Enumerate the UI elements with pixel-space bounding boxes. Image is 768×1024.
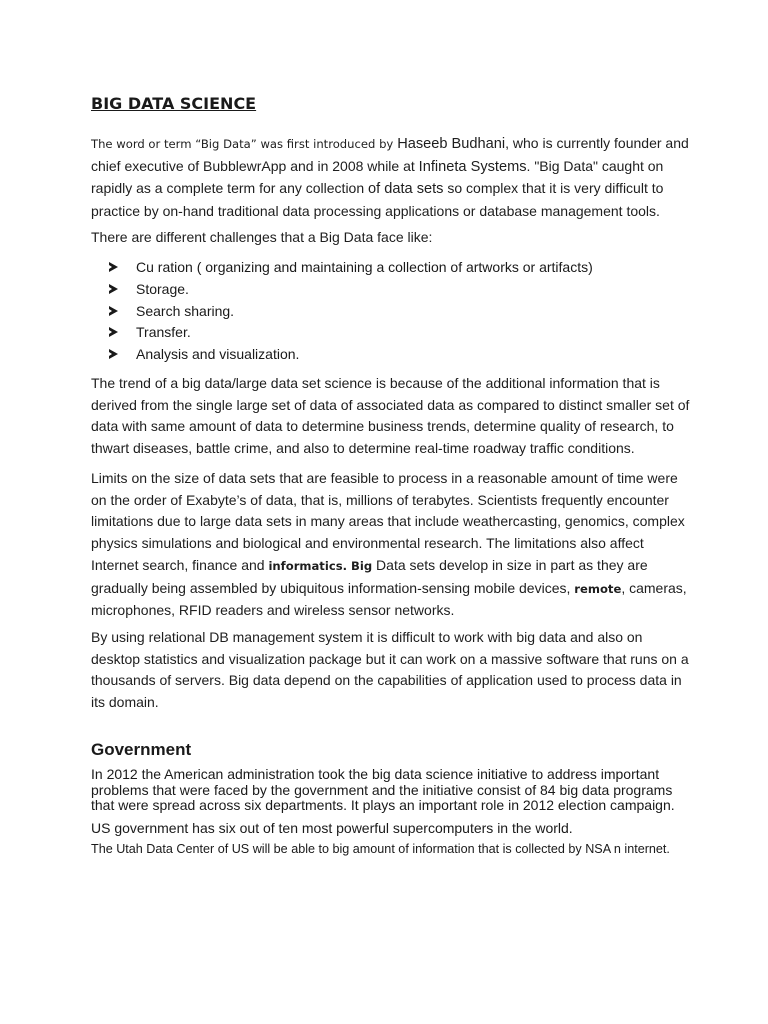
arrow-bullet-icon: [109, 306, 118, 316]
section-heading-government: Government: [91, 740, 192, 759]
intro-datasets: of data sets: [368, 181, 444, 198]
arrow-bullet-icon: [109, 284, 118, 294]
intro-company: Infineta Systems: [418, 158, 527, 175]
list-item: Search sharing.: [109, 301, 593, 323]
challenges-intro: There are different challenges that a Big Data face like:: [91, 229, 433, 245]
intro-paragraph: The word or term “Big Data” was first introduced by Haseeb Budhani, who is currently founder and chief executive of BubblewrApp and in 2008 while at Infineta Systems. "Big Data" caught on rapidly as a complete term for any collection of data sets so complex that it is very difficult to practice by on-hand traditional data processing applications or database management tools.: [91, 135, 689, 220]
intro-lead: The word or term “Big Data” was first introduced by: [91, 137, 394, 151]
list-item: Transfer.: [109, 322, 593, 344]
government-paragraph-1: In 2012 the American administration took the big data science initiative to address important problems that were faced by the government and the initiative consist of 84 big data programs that were spread across six departments. It plays an important role in 2012 election campaign.: [91, 766, 675, 814]
challenges-list: [109, 257, 593, 366]
informatics-term: informatics. Big: [268, 558, 373, 573]
list-item: Analysis and visualization.: [109, 344, 593, 366]
government-paragraph-3: The Utah Data Center of US will be able to big amount of information that is collected by NSA n internet.: [91, 842, 670, 856]
remote-term: remote: [574, 581, 622, 596]
exabyte-term: Exabyte’s: [185, 491, 247, 508]
trend-paragraph: The trend of a big data/large data set science is because of the additional information that is derived from the single large set of data of associated data as compared to distinct smaller set of data with same amount of data to determine business trends, determine quality of research, to thwart diseases, battle crime, and also to determine real-time roadway traffic conditions.: [91, 375, 690, 457]
document-title: BIG DATA SCIENCE: [91, 94, 257, 113]
arrow-bullet-icon: [109, 349, 118, 359]
list-item: Cu ration ( organizing and maintaining a collection of artworks or artifacts): [109, 257, 593, 279]
arrow-bullet-icon: [109, 262, 118, 272]
limits-paragraph: Limits on the size of data sets that are feasible to process in a reasonable amount of time were on the order of Exabyte’s of data, that is, millions of terabytes. Scientists frequently encounter limitations due to large data sets in many areas that include weathercasting, genomics, complex physics simulations and biological and environmental research. The limitations also affect Internet search, finance and informatics. Big Data sets develop in size in part as they are gradually being assembled by ubiquitous information-sensing mobile devices, remote, cameras, microphones, RFID readers and wireless sensor networks.: [91, 470, 687, 619]
relational-paragraph: By using relational DB management system it is difficult to work with big data and also on desktop statistics and visualization package but it can work on a massive software that runs on a thousands of servers. Big data depend on the capabilities of application used to process data in its domain.: [91, 629, 689, 711]
arrow-bullet-icon: [109, 327, 118, 337]
intro-name: Haseeb Budhani: [397, 136, 506, 152]
list-item: Storage.: [109, 279, 593, 301]
government-paragraph-2: US government has six out of ten most powerful supercomputers in the world.: [91, 820, 573, 836]
